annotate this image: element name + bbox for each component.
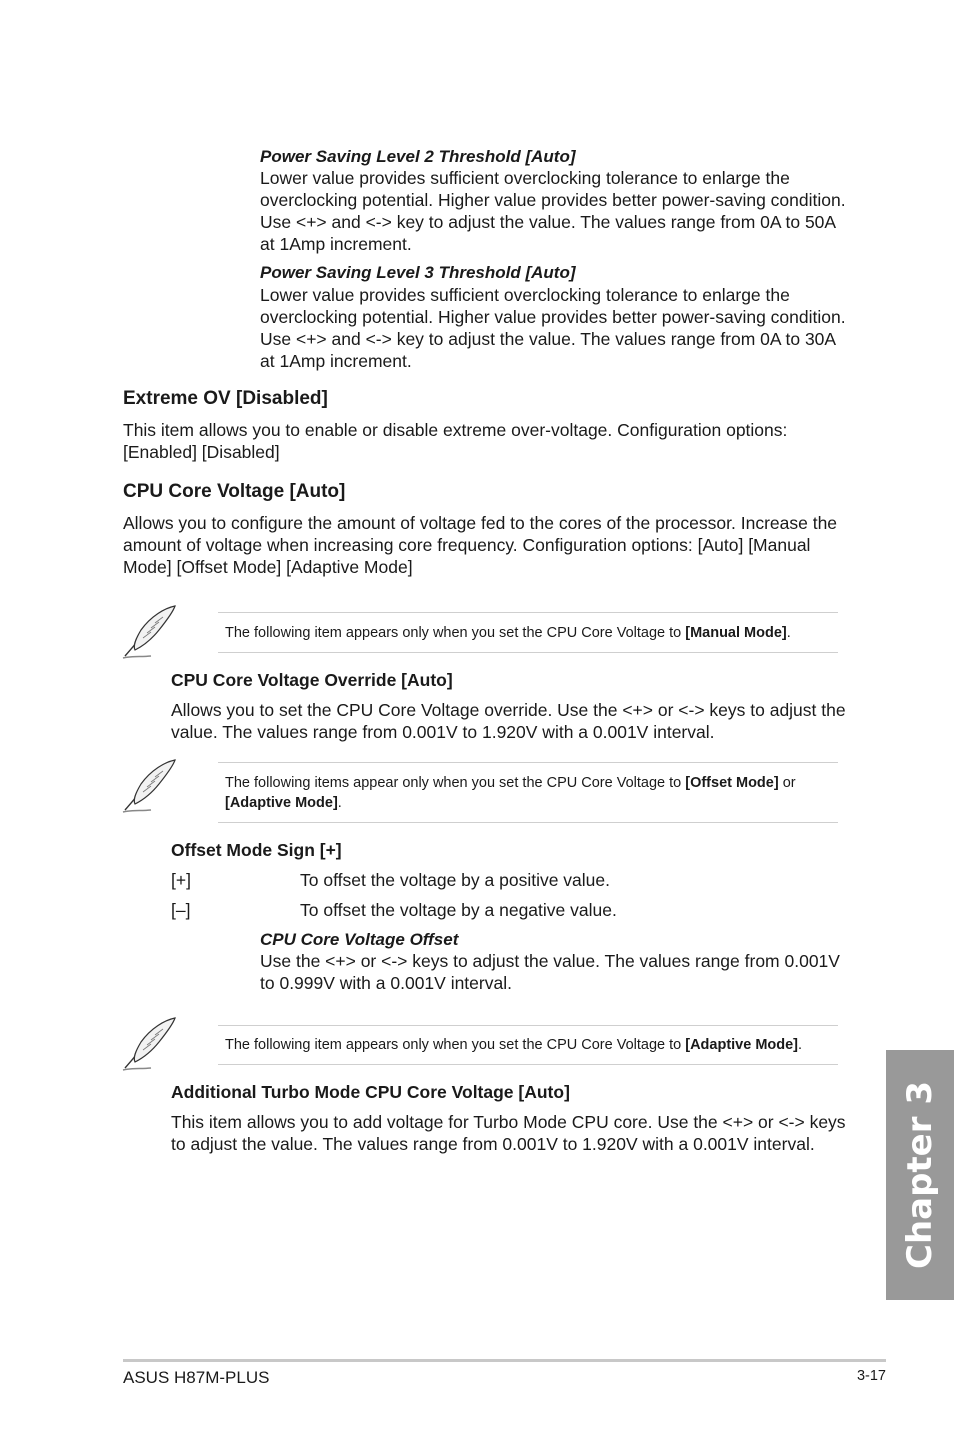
- psl3-line: Lower value provides sufficient overclocking tolerance to enlarge the: [260, 285, 790, 305]
- psl3-line: Use <+> and <-> key to adjust the value. The values range from 0A to 30A: [260, 329, 837, 349]
- note-line: [225, 793, 835, 813]
- note-top-rule: [218, 1025, 838, 1026]
- feather-pen-icon: [121, 602, 179, 660]
- psl3-line: at 1Amp increment.: [260, 351, 412, 371]
- offset-line: Use the <+> or <-> keys to adjust the value. The values range from 0.001V: [260, 951, 840, 971]
- note-text-end: .: [337, 795, 342, 811]
- extreme-ov-line: [Enabled] [Disabled]: [123, 442, 280, 462]
- note-bottom-rule: [218, 1064, 838, 1065]
- psl3-description: [260, 284, 846, 372]
- note-text-end: .: [786, 625, 791, 641]
- note-emphasis: [Adaptive Mode]: [685, 1037, 799, 1053]
- offset-heading: CPU Core Voltage Offset: [260, 930, 459, 949]
- footer-rule: [123, 1359, 886, 1362]
- psl2-heading: Power Saving Level 2 Threshold [Auto]: [260, 147, 576, 166]
- extreme-ov-line: This item allows you to enable or disable extreme over-voltage. Configuration options:: [123, 420, 788, 440]
- override-heading: CPU Core Voltage Override [Auto]: [171, 670, 453, 690]
- cpu-core-voltage-description: [123, 512, 837, 578]
- cpu-core-voltage-line: amount of voltage when increasing core frequency. Configuration options: [Auto] [Manual: [123, 535, 811, 555]
- note-text: The following items appear only when you set the CPU Core Voltage to: [225, 775, 686, 791]
- psl3-heading: Power Saving Level 3 Threshold [Auto]: [260, 263, 576, 282]
- note-bottom-rule: [218, 822, 838, 823]
- note-top-rule: [218, 612, 838, 613]
- note-text-mid: or: [778, 775, 796, 791]
- footer-product: ASUS H87M-PLUS: [123, 1368, 270, 1387]
- psl2-description: [260, 167, 846, 255]
- chapter-tab: [886, 1050, 954, 1300]
- turbo-description: [171, 1111, 846, 1155]
- psl2-line: overclocking potential. Higher value provides better power-saving condition.: [260, 190, 846, 210]
- extreme-ov-description: [123, 419, 787, 463]
- turbo-heading: Additional Turbo Mode CPU Core Voltage [Auto]: [171, 1082, 570, 1102]
- override-line: value. The values range from 0.001V to 1.920V with a 0.001V interval.: [171, 722, 715, 742]
- offset-sign-option-desc: To offset the voltage by a negative value.: [300, 900, 617, 920]
- offset-line: to 0.999V with a 0.001V interval.: [260, 973, 512, 993]
- psl2-line: Lower value provides sufficient overclocking tolerance to enlarge the: [260, 168, 790, 188]
- extreme-ov-heading: Extreme OV [Disabled]: [123, 388, 328, 409]
- psl3-line: overclocking potential. Higher value provides better power-saving condition.: [260, 307, 846, 327]
- note-emphasis: [Offset Mode]: [685, 775, 779, 791]
- note-line: [225, 773, 835, 793]
- offset-sign-option-key: [–]: [171, 900, 191, 920]
- offset-sign-heading: Offset Mode Sign [+]: [171, 840, 342, 860]
- note-text: The following item appears only when you set the CPU Core Voltage to: [225, 1037, 686, 1053]
- turbo-line: to adjust the value. The values range from 0.001V to 1.920V with a 0.001V interval.: [171, 1134, 815, 1154]
- chapter-label: Chapter 3: [900, 1080, 940, 1270]
- offset-description: [260, 950, 840, 994]
- footer-page-number: 3-17: [856, 1368, 886, 1384]
- cpu-core-voltage-heading: CPU Core Voltage [Auto]: [123, 481, 346, 502]
- note-offset-adaptive-mode: [225, 773, 835, 813]
- override-line: Allows you to set the CPU Core Voltage override. Use the <+> or <-> keys to adjust the: [171, 700, 846, 720]
- offset-sign-option-key: [+]: [171, 870, 191, 890]
- note-manual-mode: [225, 623, 835, 643]
- note-emphasis: [Manual Mode]: [685, 625, 787, 641]
- psl2-line: Use <+> and <-> key to adjust the value. The values range from 0A to 50A: [260, 212, 837, 232]
- note-emphasis: [Adaptive Mode]: [225, 795, 338, 811]
- note-top-rule: [218, 762, 838, 763]
- feather-pen-icon: [121, 1014, 179, 1072]
- turbo-line: This item allows you to add voltage for Turbo Mode CPU core. Use the <+> or <-> keys: [171, 1112, 846, 1132]
- cpu-core-voltage-line: Mode] [Offset Mode] [Adaptive Mode]: [123, 557, 413, 577]
- cpu-core-voltage-line: Allows you to configure the amount of voltage fed to the cores of the processor. Increase the: [123, 513, 838, 533]
- note-text: The following item appears only when you set the CPU Core Voltage to: [225, 625, 686, 641]
- psl2-line: at 1Amp increment.: [260, 234, 412, 254]
- note-text-end: .: [798, 1037, 803, 1053]
- override-description: [171, 699, 846, 743]
- feather-pen-icon: [121, 756, 179, 814]
- note-bottom-rule: [218, 652, 838, 653]
- offset-sign-option-desc: To offset the voltage by a positive value.: [300, 870, 611, 890]
- note-adaptive-mode: [225, 1035, 835, 1055]
